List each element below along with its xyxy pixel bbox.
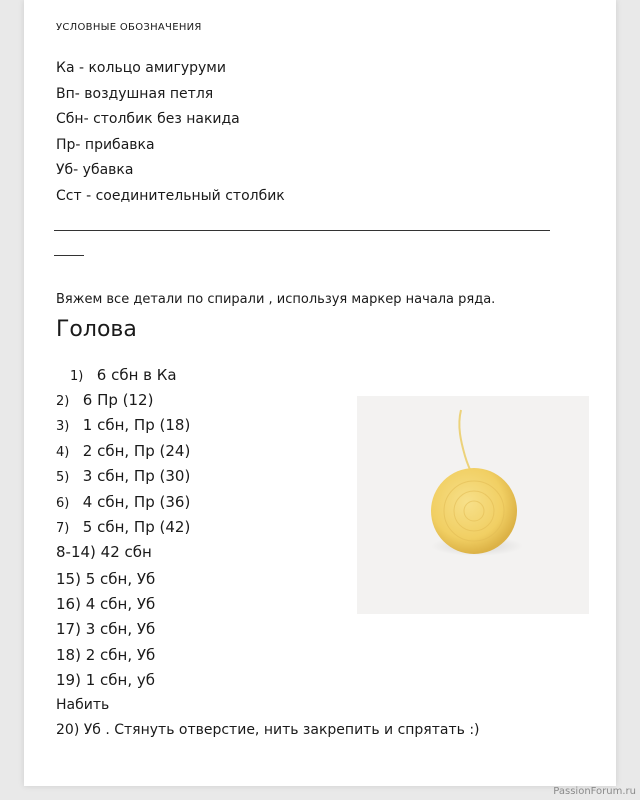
row-16: 16) 4 сбн, Уб: [56, 595, 156, 613]
legend-item-sbn: Сбн- столбик без накида: [56, 111, 240, 127]
row-number: 2): [56, 394, 70, 409]
row-18: 18) 2 сбн, Уб: [56, 646, 156, 664]
row-17: 17) 3 сбн, Уб: [56, 620, 156, 638]
legend-item-ka: Ка - кольцо амигуруми: [56, 60, 226, 76]
row-text: 6 Пр (12): [82, 391, 154, 409]
row-number: 7): [56, 521, 70, 536]
row-15: 15) 5 сбн, Уб: [56, 570, 156, 588]
legend-item-ub: Уб- убавка: [56, 162, 134, 178]
intro-text: Вяжем все детали по спирали , используя маркер начала ряда.: [56, 292, 496, 307]
yarn-tail: [459, 410, 473, 476]
row-number: 6): [56, 496, 70, 511]
row-number: 5): [56, 470, 70, 485]
row-5: [56, 467, 190, 485]
row-number: 1): [70, 369, 84, 384]
row-3: [56, 416, 190, 434]
stuff-note: Набить: [56, 697, 110, 713]
row-4: [56, 442, 190, 460]
section-title: Голова: [56, 317, 137, 342]
document-page: [24, 0, 616, 786]
legend-title: УСЛОВНЫЕ ОБОЗНАЧЕНИЯ: [56, 22, 202, 33]
row-text: 2 сбн, Пр (24): [82, 442, 191, 460]
row-20: 20) Уб . Стянуть отверстие, нить закрепить и спрятать :): [56, 722, 480, 738]
row-text: 3 сбн, Пр (30): [82, 467, 191, 485]
row-7: [56, 518, 190, 536]
row-text: 1 сбн, Пр (18): [82, 416, 191, 434]
divider-line: [54, 230, 550, 231]
row-2: [56, 391, 153, 409]
row-text: 4 сбн, Пр (36): [82, 493, 191, 511]
row-8-14: 8-14) 42 сбн: [56, 543, 152, 561]
row-number: 4): [56, 445, 70, 460]
row-text: 5 сбн, Пр (42): [82, 518, 191, 536]
crochet-ball-photo: [357, 396, 589, 614]
crochet-ball-image: [357, 396, 589, 614]
legend-item-vp: Вп- воздушная петля: [56, 86, 214, 102]
divider-short-line: [54, 255, 84, 256]
row-19: 19) 1 сбн, уб: [56, 671, 155, 689]
watermark: PassionForum.ru: [553, 786, 636, 797]
row-1: [70, 366, 177, 384]
row-text: 6 сбн в Ка: [96, 366, 177, 384]
legend-item-pr: Пр- прибавка: [56, 137, 155, 153]
legend-item-sst: Сст - соединительный столбик: [56, 188, 285, 204]
row-6: [56, 493, 190, 511]
row-number: 3): [56, 419, 70, 434]
